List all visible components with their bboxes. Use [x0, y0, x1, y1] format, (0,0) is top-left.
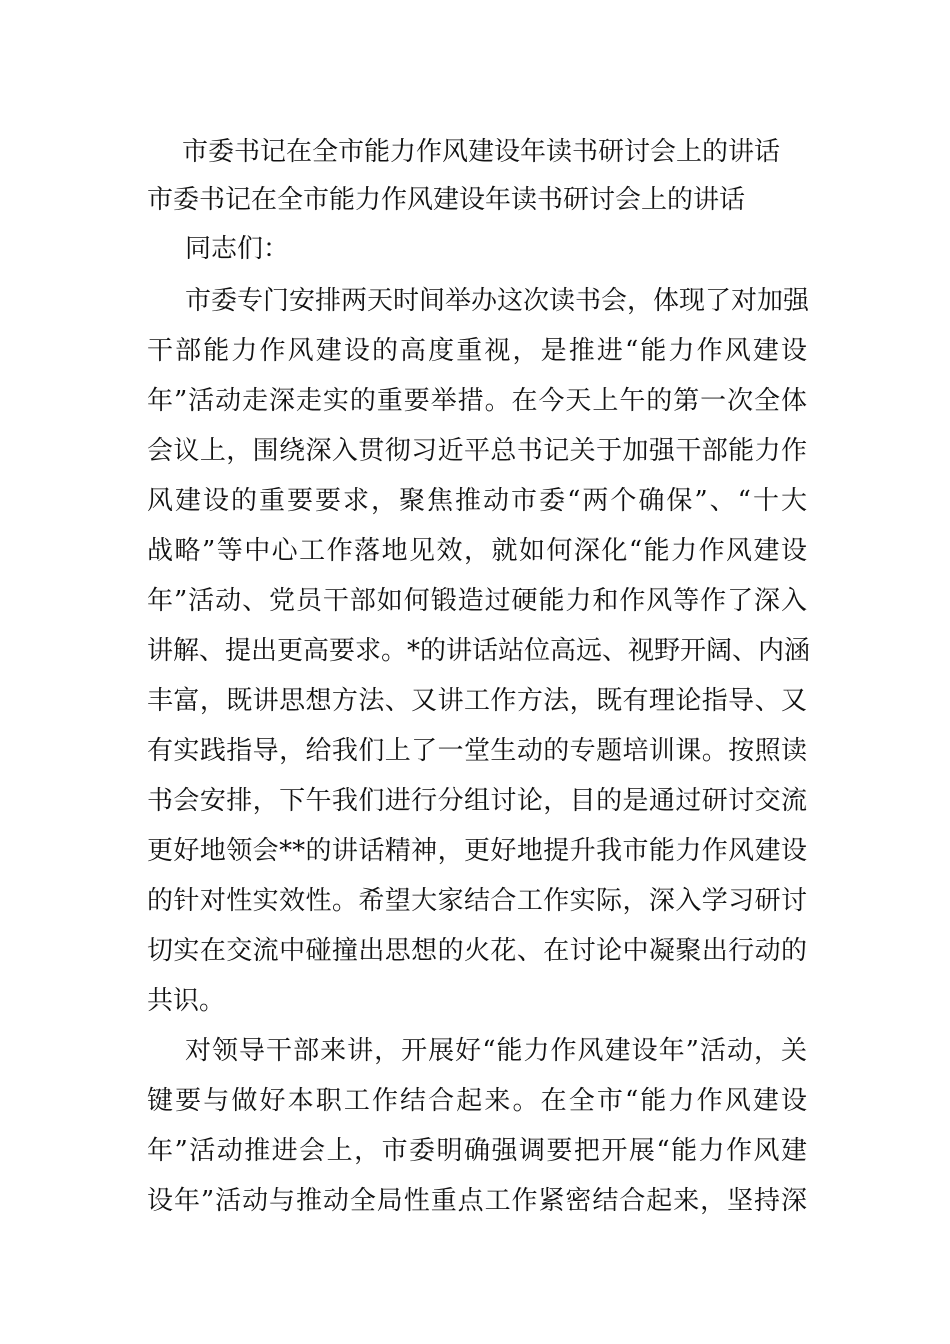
paragraph-2-line: 键要与做好本职工作结合起来。在全市“能力作风建设 [147, 1086, 807, 1116]
paragraph-2-line: 对领导干部来讲，开展好“能力作风建设年”活动，关 [185, 1036, 807, 1066]
paragraph-1-line: 会议上，围绕深入贯彻习近平总书记关于加强干部能力作 [147, 436, 807, 466]
paragraph-1-line: 切实在交流中碰撞出思想的火花、在讨论中凝聚出行动的 [147, 936, 807, 966]
paragraph-1-line: 干部能力作风建设的高度重视，是推进“能力作风建设 [147, 336, 807, 366]
paragraph-1-line: 年”活动走深走实的重要举措。在今天上午的第一次全体 [147, 386, 807, 416]
paragraph-1-line: 市委专门安排两天时间举办这次读书会，体现了对加强 [185, 286, 810, 316]
paragraph-1-line: 丰富，既讲思想方法、又讲工作方法，既有理论指导、又 [147, 686, 807, 716]
paragraph-1-line: 讲解、提出更高要求。*的讲话站位高远、视野开阔、内涵 [147, 636, 811, 666]
paragraph-1-line: 有实践指导，给我们上了一堂生动的专题培训课。按照读 [147, 736, 807, 766]
paragraph-1-line: 更好地领会**的讲话精神，更好地提升我市能力作风建设 [147, 836, 807, 866]
document-subtitle: 市委书记在全市能力作风建设年读书研讨会上的讲话 [147, 185, 746, 215]
paragraph-2-line: 设年”活动与推动全局性重点工作紧密结合起来，坚持深 [147, 1186, 807, 1216]
paragraph-1-line: 年”活动、党员干部如何锻造过硬能力和作风等作了深入 [147, 586, 807, 616]
paragraph-1-line: 战略”等中心工作落地见效，就如何深化“能力作风建设 [147, 536, 807, 566]
paragraph-1-line: 的针对性实效性。希望大家结合工作实际，深入学习研讨 [147, 886, 807, 916]
paragraph-2-line: 年”活动推进会上，市委明确强调要把开展“能力作风建 [147, 1136, 807, 1166]
paragraph-1-line: 风建设的重要要求，聚焦推动市委“两个确保”、“十大 [147, 486, 807, 516]
document-title: 市委书记在全市能力作风建设年读书研讨会上的讲话 [182, 137, 781, 167]
salutation: 同志们： [185, 234, 290, 264]
paragraph-1-line: 共识。 [147, 986, 226, 1016]
paragraph-1-line: 书会安排，下午我们进行分组讨论，目的是通过研讨交流 [147, 786, 807, 816]
